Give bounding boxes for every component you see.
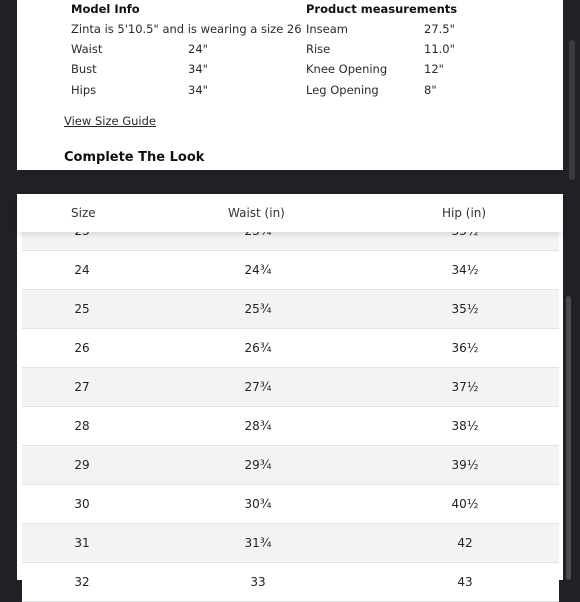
hip-cell: 37½ xyxy=(451,380,479,394)
size-cell: 31 xyxy=(74,536,90,550)
table-row xyxy=(22,329,559,368)
size-cell: 26 xyxy=(74,341,90,355)
model-hips-label: Hips xyxy=(71,83,97,97)
size-cell: 24 xyxy=(74,263,90,277)
waist-cell: 33 xyxy=(250,575,266,589)
hip-cell: 39½ xyxy=(451,458,479,472)
model-waist-label: Waist xyxy=(71,42,103,56)
size-cell: 32 xyxy=(74,575,90,589)
hip-cell: 38½ xyxy=(451,419,479,433)
hip-cell: 34½ xyxy=(451,263,479,277)
product-details-card xyxy=(17,0,563,170)
size-column-header: Size xyxy=(71,206,96,220)
knee-opening-label: Knee Opening xyxy=(306,62,388,76)
size-cell: 25 xyxy=(74,302,90,316)
size-table-header xyxy=(17,194,563,232)
hip-column-header: Hip (in) xyxy=(442,206,487,220)
inseam-value: 27.5" xyxy=(424,22,455,36)
hip-cell: 35½ xyxy=(451,302,479,316)
model-bust-label: Bust xyxy=(71,62,97,76)
view-size-guide-link[interactable]: View Size Guide xyxy=(64,114,156,128)
size-cell: 27 xyxy=(74,380,90,394)
table-row xyxy=(22,407,559,446)
rise-value: 11.0" xyxy=(424,42,455,56)
model-bust-value: 34" xyxy=(188,62,208,76)
model-info-heading: Model Info xyxy=(71,2,140,16)
model-hips-value: 34" xyxy=(188,83,208,97)
model-waist-value: 24" xyxy=(188,42,208,56)
waist-cell: 27¾ xyxy=(244,380,272,394)
leg-opening-value: 8" xyxy=(424,83,437,97)
leg-opening-label: Leg Opening xyxy=(306,83,379,97)
waist-cell: 24¾ xyxy=(244,263,272,277)
rise-label: Rise xyxy=(306,42,331,56)
hip-cell: 40½ xyxy=(451,497,479,511)
model-description: Zinta is 5'10.5" and is wearing a size 26 xyxy=(71,22,302,36)
waist-cell: 25¾ xyxy=(244,302,272,316)
table-row xyxy=(22,524,559,563)
knee-opening-value: 12" xyxy=(424,62,444,76)
waist-cell: 30¾ xyxy=(244,497,272,511)
inseam-label: Inseam xyxy=(306,22,348,36)
table-row xyxy=(22,485,559,524)
size-cell: 28 xyxy=(74,419,90,433)
size-chart-scrollbar[interactable] xyxy=(566,296,571,580)
waist-cell: 28¾ xyxy=(244,419,272,433)
product-measurements-heading: Product measurements xyxy=(306,2,458,16)
size-cell: 29 xyxy=(74,458,90,472)
table-row xyxy=(22,368,559,407)
complete-the-look-heading: Complete The Look xyxy=(64,150,205,165)
waist-column-header: Waist (in) xyxy=(228,206,285,220)
waist-cell: 31¾ xyxy=(244,536,272,550)
table-row xyxy=(22,446,559,485)
table-row xyxy=(22,563,559,602)
size-chart-sheet xyxy=(17,194,563,589)
waist-cell: 29¾ xyxy=(244,458,272,472)
hip-cell: 42 xyxy=(457,536,473,550)
table-row xyxy=(22,290,559,329)
size-table-body xyxy=(22,212,559,602)
waist-cell: 26¾ xyxy=(244,341,272,355)
hip-cell: 43 xyxy=(457,575,473,589)
size-cell: 30 xyxy=(74,497,90,511)
table-row xyxy=(22,251,559,290)
hip-cell: 36½ xyxy=(451,341,479,355)
page-scrollbar[interactable] xyxy=(569,40,575,180)
